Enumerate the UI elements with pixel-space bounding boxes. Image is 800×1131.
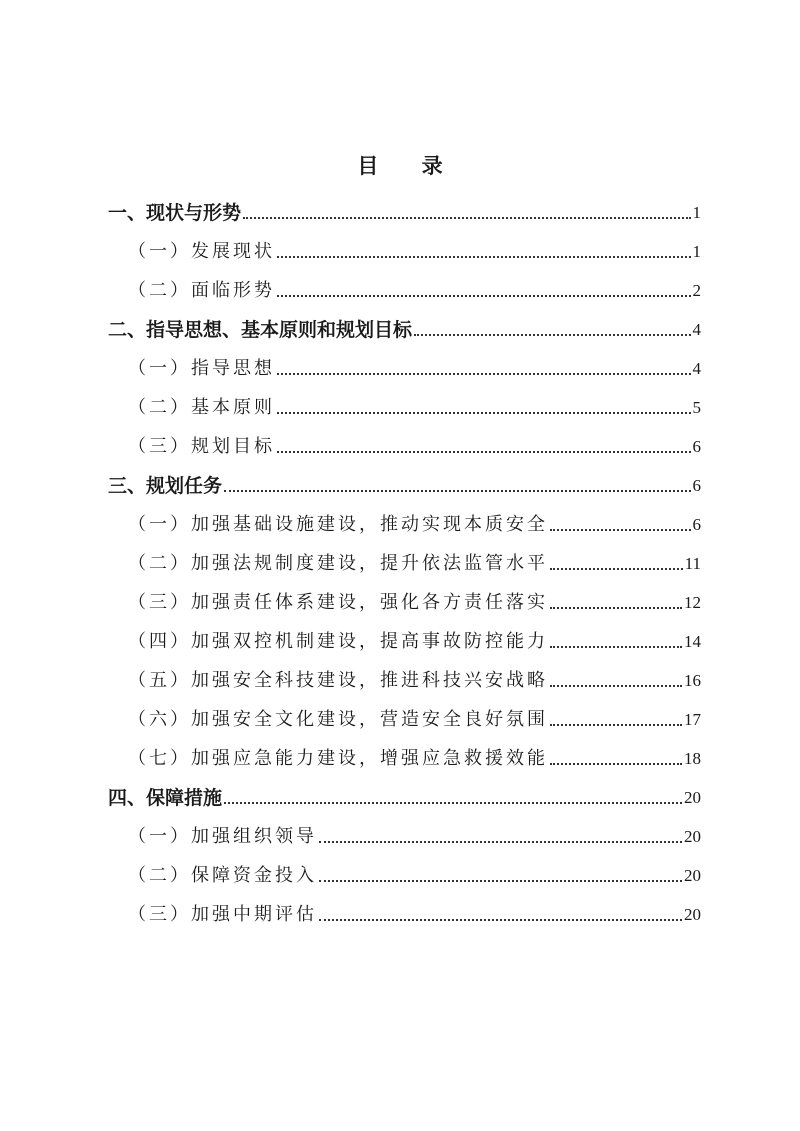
- toc-dot-leader: [414, 333, 690, 336]
- toc-entry-label: （四）加强双控机制建设，提高事故防控能力: [128, 631, 548, 652]
- toc-entry-page: 11: [684, 554, 701, 573]
- toc-entry[interactable]: [108, 471, 701, 499]
- toc-entry[interactable]: [128, 627, 701, 655]
- toc-entry-label: （二）加强法规制度建设，提升依法监管水平: [128, 553, 548, 574]
- toc-entry-page: 20: [684, 788, 701, 807]
- toc-dot-leader: [550, 762, 682, 765]
- toc-dot-leader: [277, 372, 691, 375]
- toc-entry-label: （一）发展现状: [128, 241, 275, 262]
- toc-entry-label: 二、指导思想、基本原则和规划目标: [108, 319, 413, 341]
- toc-entry[interactable]: [128, 432, 701, 460]
- toc-entry-page: 20: [684, 905, 701, 924]
- toc-dot-leader: [550, 645, 682, 648]
- toc-dot-leader: [319, 879, 682, 882]
- toc-dot-leader: [277, 411, 691, 414]
- toc-entry[interactable]: [128, 705, 701, 733]
- toc-entry-label: 四、保障措施: [108, 787, 223, 809]
- toc-entry-page: 18: [684, 749, 701, 768]
- toc-entry-page: 6: [692, 515, 701, 534]
- toc-entry-label: （五）加强安全科技建设，推进科技兴安战略: [128, 670, 548, 691]
- toc-entry[interactable]: [128, 510, 701, 538]
- toc-entry-page: 6: [692, 476, 701, 495]
- toc-entry[interactable]: [128, 666, 701, 694]
- toc-entry[interactable]: [128, 549, 701, 577]
- toc-entry[interactable]: [128, 900, 701, 928]
- toc-entry-label: 一、现状与形势: [108, 202, 242, 224]
- toc-entry-page: 4: [692, 359, 701, 378]
- toc-entry[interactable]: [108, 783, 701, 811]
- toc-entry-label: （六）加强安全文化建设，营造安全良好氛围: [128, 709, 548, 730]
- toc-entry-label: （三）加强中期评估: [128, 904, 317, 925]
- toc-entry-label: （二）面临形势: [128, 280, 275, 301]
- toc-entry[interactable]: [128, 861, 701, 889]
- page-title: 目 录: [357, 154, 461, 178]
- toc-entry-page: 1: [692, 242, 701, 261]
- toc-entry[interactable]: [128, 354, 701, 382]
- toc-entry[interactable]: [128, 822, 701, 850]
- toc-dot-leader: [319, 918, 682, 921]
- toc-entry-page: 14: [684, 632, 701, 651]
- toc-entry-page: 16: [684, 671, 701, 690]
- toc-dot-leader: [224, 489, 690, 492]
- toc-entry-page: 4: [692, 320, 701, 339]
- toc-entry-label: （三）加强责任体系建设，强化各方责任落实: [128, 592, 548, 613]
- toc-dot-leader: [277, 450, 691, 453]
- toc-entry-label: （二）保障资金投入: [128, 865, 317, 886]
- toc-dot-leader: [319, 840, 682, 843]
- toc-entry[interactable]: [128, 276, 701, 304]
- toc-entry[interactable]: [128, 588, 701, 616]
- toc-entry-page: 1: [692, 203, 701, 222]
- toc-dot-leader: [243, 216, 690, 219]
- toc-entry-page: 20: [684, 827, 701, 846]
- toc-entry-page: 12: [684, 593, 701, 612]
- toc-entry[interactable]: [128, 393, 701, 421]
- toc-entry[interactable]: [128, 237, 701, 265]
- toc-entry-label: （一）加强组织领导: [128, 826, 317, 847]
- toc-entry-label: （二）基本原则: [128, 397, 275, 418]
- toc-entry-page: 2: [692, 281, 701, 300]
- toc-dot-leader: [277, 255, 691, 258]
- toc-entry-page: 6: [692, 437, 701, 456]
- toc-entry[interactable]: [108, 198, 701, 226]
- toc-entry[interactable]: [128, 744, 701, 772]
- toc-entry-label: 三、规划任务: [108, 475, 223, 497]
- toc-entry-label: （七）加强应急能力建设，增强应急救援效能: [128, 748, 548, 769]
- toc-dot-leader: [224, 801, 682, 804]
- toc-dot-leader: [550, 606, 682, 609]
- toc-entry-page: 5: [692, 398, 701, 417]
- toc-entry-label: （一）指导思想: [128, 358, 275, 379]
- toc-dot-leader: [277, 294, 691, 297]
- toc-entry-page: 17: [684, 710, 701, 729]
- toc-dot-leader: [550, 723, 682, 726]
- toc-dot-leader: [550, 567, 683, 570]
- toc-entry-page: 20: [684, 866, 701, 885]
- toc-dot-leader: [550, 684, 682, 687]
- toc-entry[interactable]: [108, 315, 701, 343]
- toc-entry-label: （三）规划目标: [128, 436, 275, 457]
- toc-dot-leader: [550, 528, 691, 531]
- toc-entry-label: （一）加强基础设施建设，推动实现本质安全: [128, 514, 548, 535]
